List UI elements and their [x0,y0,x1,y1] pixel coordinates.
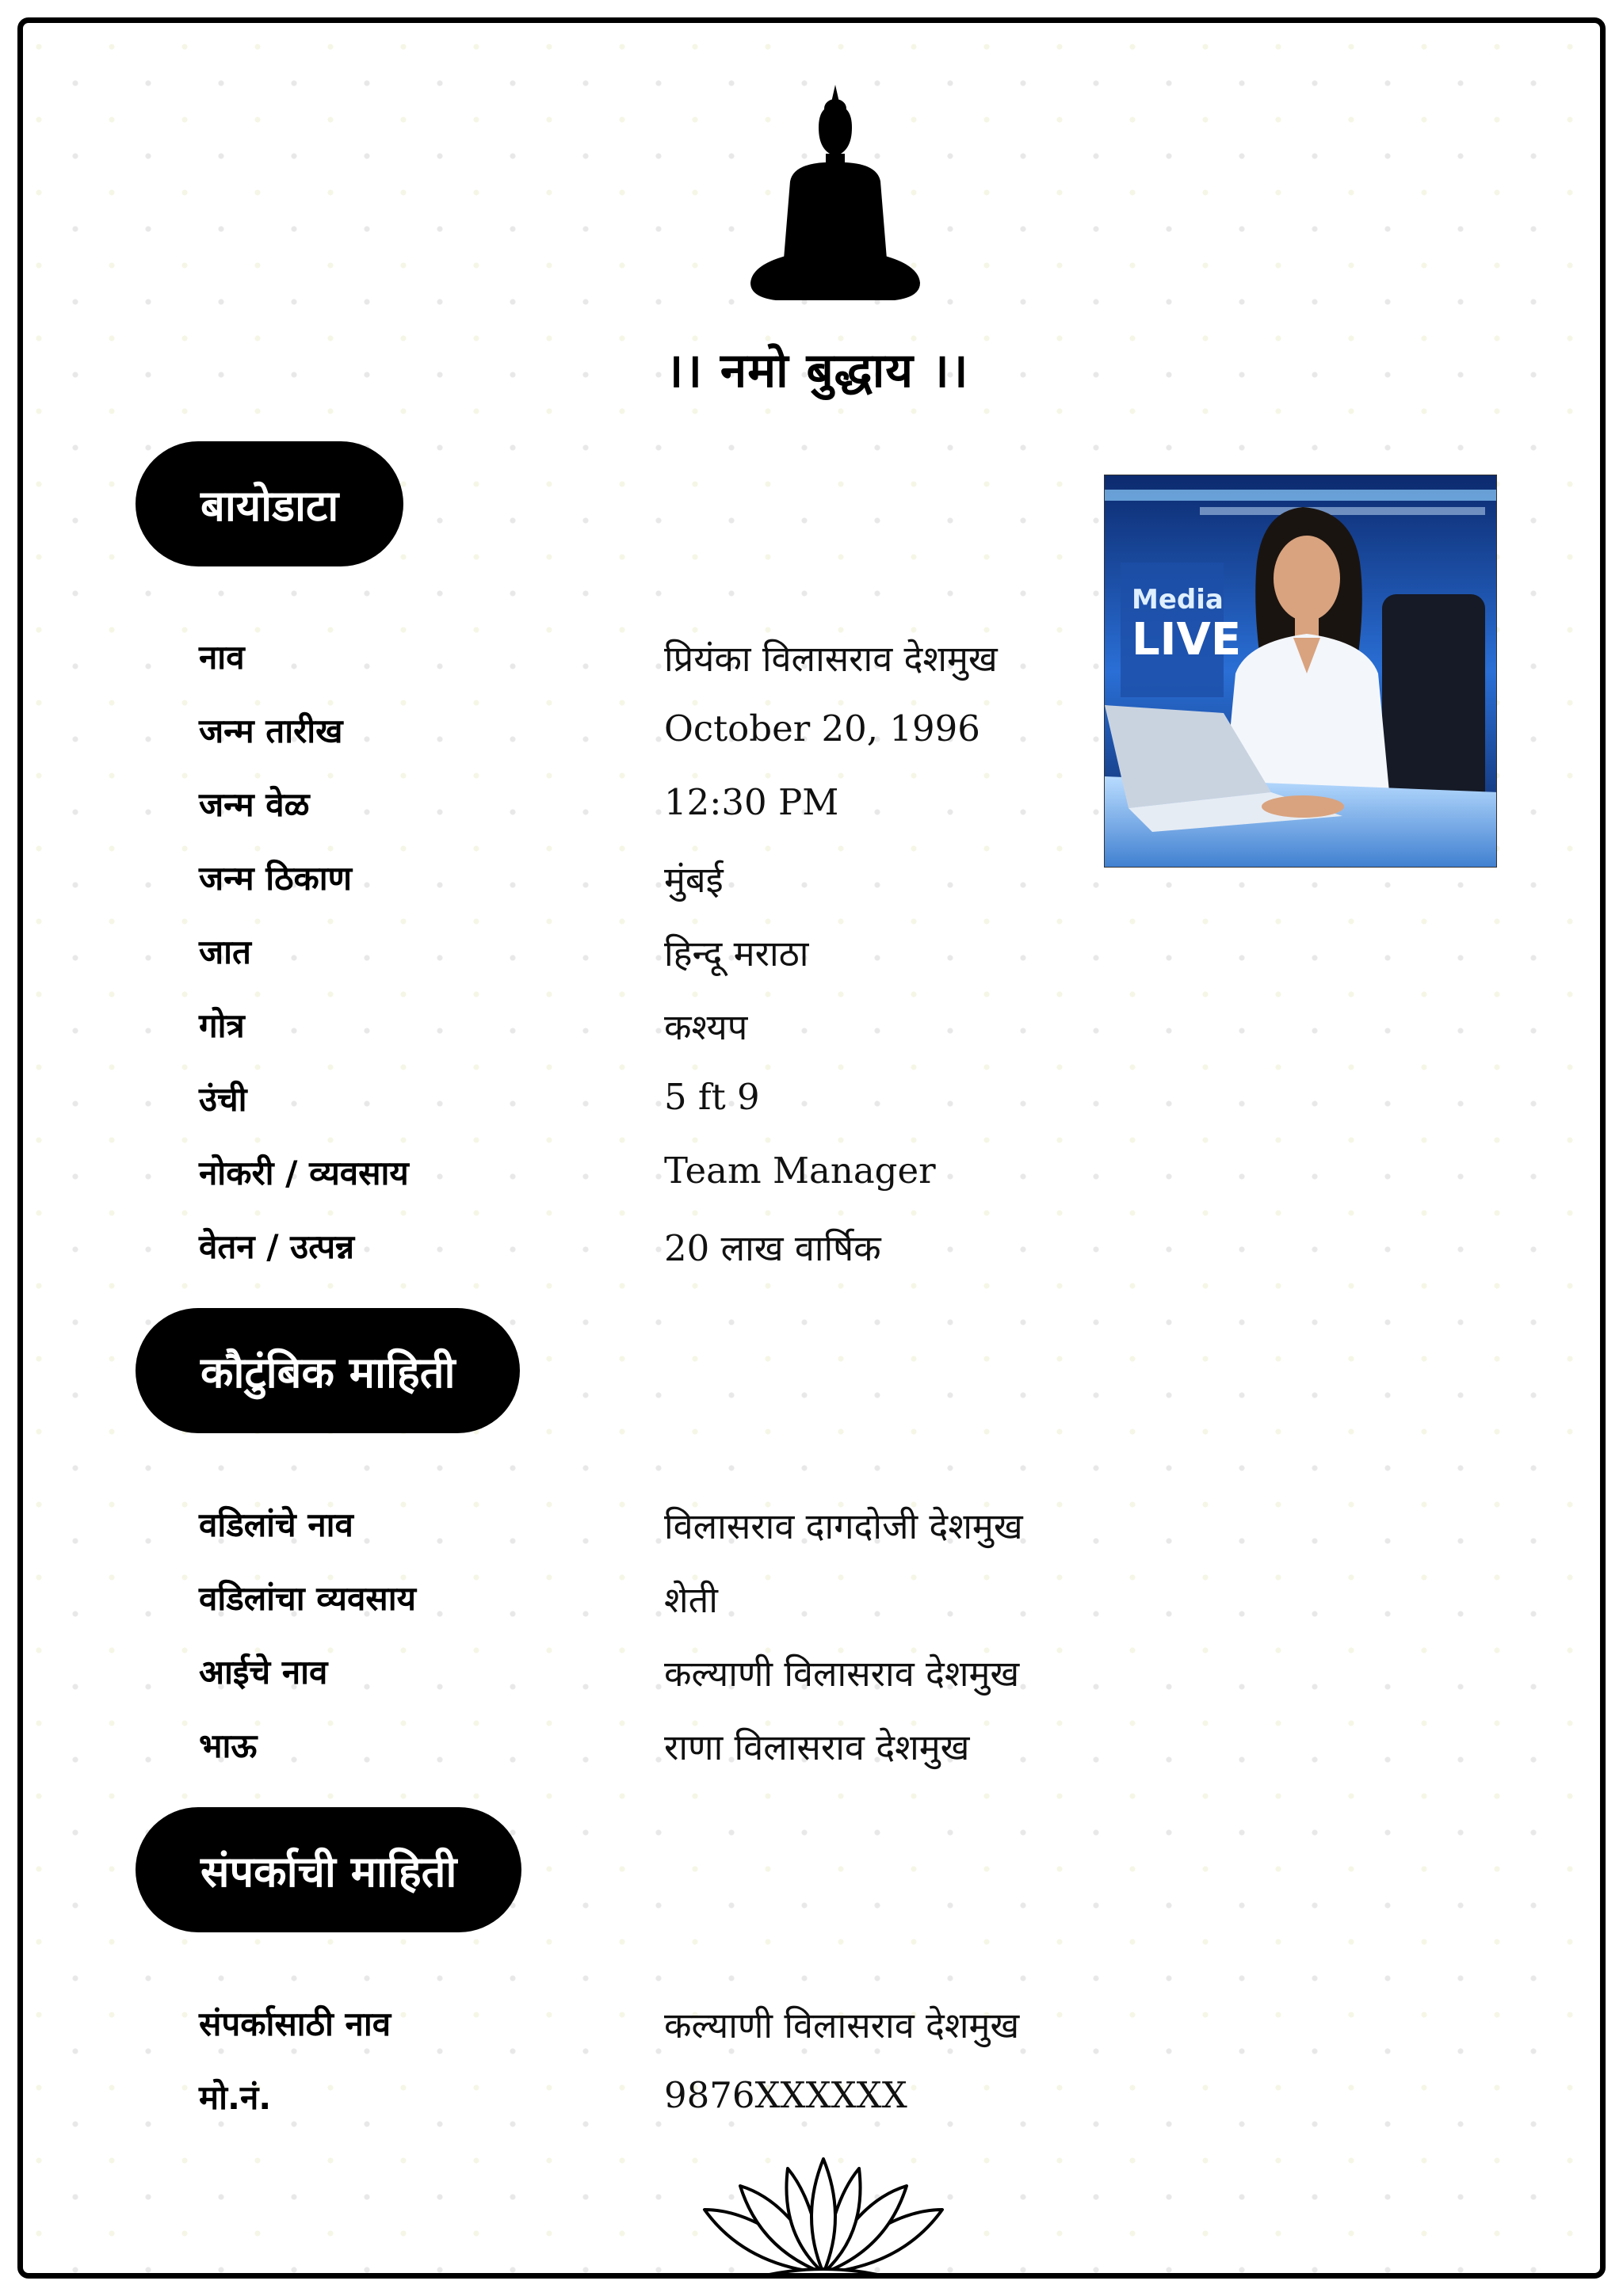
field-value: 9876XXXXXX [664,2074,907,2116]
field-value: विलासराव दागदोजी देशमुख [664,1505,1023,1547]
profile-photo [1104,475,1497,868]
page-title: ।। नमो बुद्धाय ।। [665,343,969,399]
field-row-height [199,1076,1150,1139]
field-row-gotra [199,1002,1150,1066]
field-label: जन्म ठिकाण [199,859,353,898]
field-label: जन्म तारीख [199,711,343,750]
section-heading-family: कौटुंबिक माहिती [136,1308,520,1433]
field-row-occupation [199,1150,1150,1213]
field-value: मुंबई [664,859,724,901]
field-value: 20 लाख वार्षिक [664,1227,881,1269]
field-label: वडिलांचा व्यवसाय [199,1579,416,1618]
field-label: गोत्र [199,1006,245,1045]
field-label: वेतन / उत्पन्न [199,1227,355,1266]
field-value: Team Manager [664,1150,936,1192]
field-row-mobile [199,2074,1150,2138]
field-label: जात [199,933,251,971]
field-row-birth-time [199,781,1150,845]
photo-text-media: Media [1132,584,1224,616]
field-value: हिन्दू मराठा [664,933,809,974]
field-label: वडिलांचे नाव [199,1505,353,1544]
field-label: भाऊ [199,1726,258,1765]
field-label: उंची [199,1080,247,1119]
field-row-birth-date [199,707,1150,771]
field-row-brother [199,1722,1150,1786]
field-value: कश्यप [664,1006,748,1048]
field-value: October 20, 1996 [664,707,980,749]
lotus-icon [697,2154,950,2279]
field-value: शेती [664,1579,718,1621]
buddha-silhouette-icon [736,78,934,308]
field-value: कल्याणी विलासराव देशमुख [664,1653,1020,1695]
field-row-contact-name [199,2000,1150,2064]
field-value: कल्याणी विलासराव देशमुख [664,2004,1020,2046]
field-label: मो.नं. [199,2078,272,2117]
field-row-name [199,634,1150,697]
field-row-caste [199,929,1150,992]
photo-text-live: LIVE [1132,614,1242,666]
section-heading-biodata: बायोडाटा [136,441,403,566]
field-label: जन्म वेळ [199,785,310,824]
field-value: 5 ft 9 [664,1076,760,1118]
field-label: संपर्कासाठी नाव [199,2004,391,2043]
field-row-income [199,1223,1150,1287]
section-heading-contact: संपर्काची माहिती [136,1807,521,1932]
field-row-father-name [199,1501,1150,1565]
field-row-mother-name [199,1649,1150,1712]
biodata-page [17,17,1606,2279]
field-row-father-occupation [199,1575,1150,1638]
field-label: नाव [199,638,245,677]
field-row-birth-place [199,855,1150,918]
field-label: आईचे नाव [199,1653,328,1691]
field-value: 12:30 PM [664,781,839,823]
field-value: प्रियंका विलासराव देशमुख [664,638,998,680]
field-label: नोकरी / व्यवसाय [199,1154,409,1192]
field-value: राणा विलासराव देशमुख [664,1726,970,1768]
